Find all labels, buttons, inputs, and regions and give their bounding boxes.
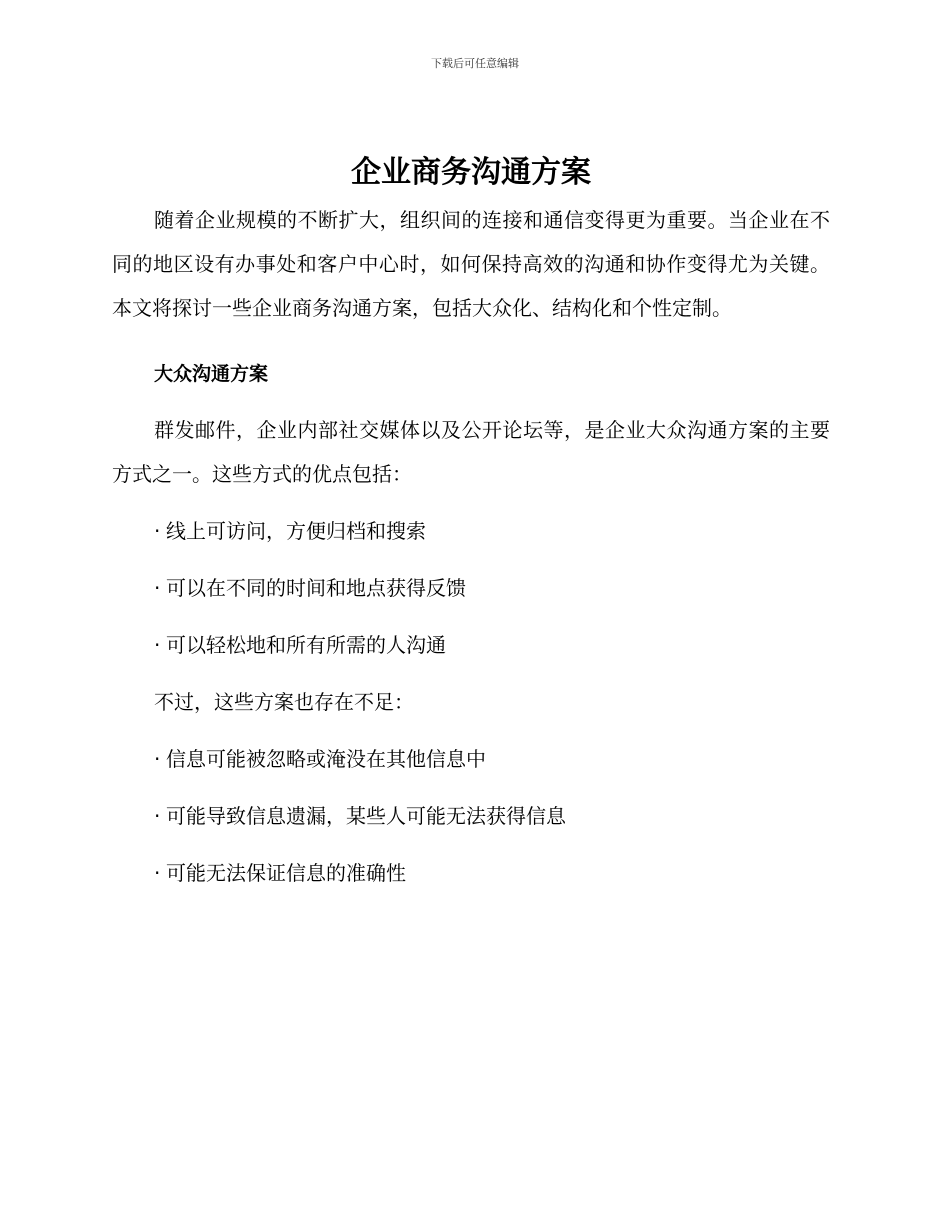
list-item [112, 737, 830, 781]
section-paragraph: 群发邮件，企业内部社交媒体以及公开论坛等，是企业大众沟通方案的主要方式之一。这些方式的优点包括： [112, 418, 830, 486]
list-item-text: 线上可访问，方便归档和搜索 [166, 519, 426, 543]
document-title: 企业商务沟通方案 [351, 155, 591, 190]
drawbacks-list [112, 737, 830, 895]
bullet-icon: · [154, 804, 161, 828]
drawback-intro: 不过，这些方案也存在不足： [154, 690, 414, 714]
list-item [112, 509, 830, 553]
list-item-text: 可以在不同的时间和地点获得反馈 [166, 576, 466, 600]
bullet-icon: · [154, 633, 161, 657]
header-note: 下载后可任意编辑 [431, 57, 519, 70]
list-item [112, 566, 830, 610]
section-heading: 大众沟通方案 [154, 363, 269, 385]
advantages-list [112, 509, 830, 667]
list-item-text: 可以轻松地和所有所需的人沟通 [166, 633, 446, 657]
list-item-text: 可能无法保证信息的准确性 [166, 861, 406, 885]
intro-paragraph: 随着企业规模的不断扩大，组织间的连接和通信变得更为重要。当企业在不同的地区设有办事处和客户中心时，如何保持高效的沟通和协作变得尤为关键。本文将探讨一些企业商务沟通方案，包括大众化、结构化和个性定制。 [112, 208, 830, 320]
list-item-text: 可能导致信息遗漏，某些人可能无法获得信息 [166, 804, 566, 828]
list-item-text: 信息可能被忽略或淹没在其他信息中 [166, 747, 486, 771]
list-item [112, 623, 830, 667]
bullet-icon: · [154, 519, 161, 543]
bullet-icon: · [154, 747, 161, 771]
bullet-icon: · [154, 861, 161, 885]
list-item [112, 851, 830, 895]
list-item [112, 794, 830, 838]
bullet-icon: · [154, 576, 161, 600]
document-body [112, 150, 830, 895]
